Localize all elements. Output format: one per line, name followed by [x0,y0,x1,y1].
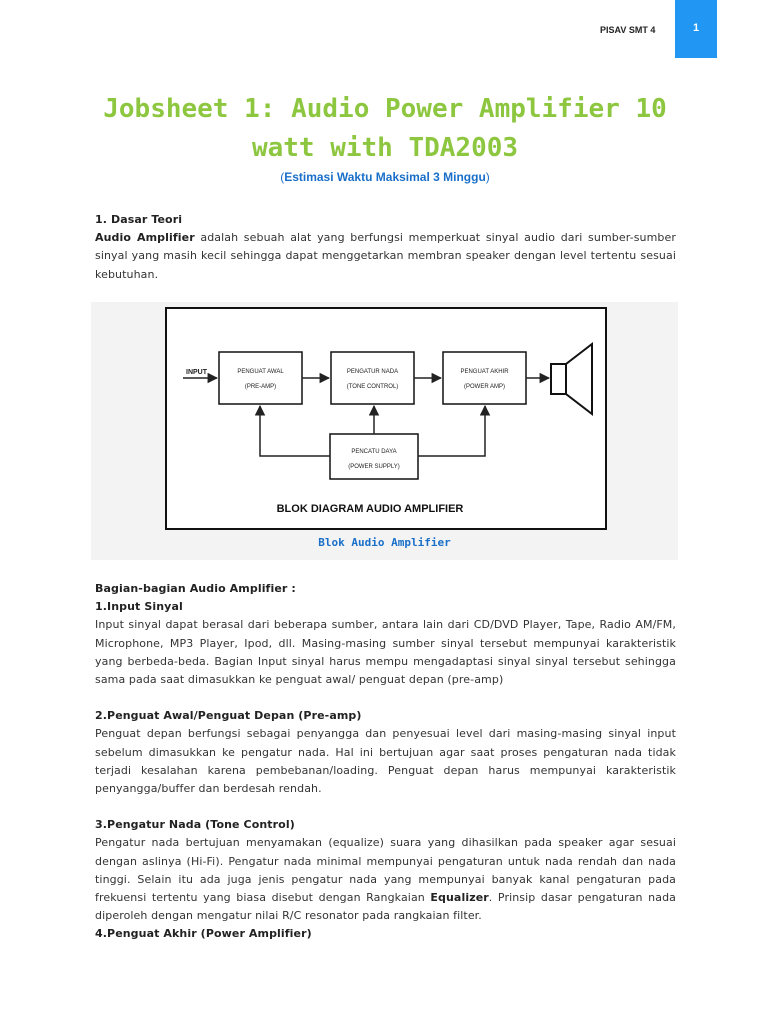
title-line-2: watt with TDA2003 [251,133,519,163]
figure-caption: Blok Audio Amplifier [318,536,451,549]
spacer [95,689,676,707]
power-amp-label: PENGUAT AKHIR [460,369,509,375]
power-amp-block [443,352,526,404]
preamp-label: PENGUAT AWAL [237,369,284,375]
section-bagian [95,580,676,944]
preamp-block [219,352,302,404]
power-amp-sublabel: (POWER AMP) [463,384,506,390]
estimate-open-paren: ( [280,170,285,184]
parts-heading: Bagian-bagian Audio Amplifier : [95,582,296,595]
item-heading-tone-control: 3.Pengatur Nada (Tone Control) [95,818,295,832]
item-heading-preamp: 2.Penguat Awal/Penguat Depan (Pre-amp) [95,709,362,723]
tone-text-before: Pengatur nada bertujuan menyamakan (equalize) suara yang dihasilkan pada speaker agar sesuai dengan aslinya (Hi-Fi). Pengatur nada minimal mempunyai pengaturan untuk nada rendah dan nada tinggi. Selain itu ada juga jenis pengatur nada yang mempunyai banyak kanal pengaturan pada frekuensi tertentu yang biasa disebut dengan Rangkaian [95,836,676,905]
estimate-close-paren: ) [485,170,490,184]
tone-control-block [331,352,414,404]
title-line-1: Jobsheet 1: Audio Power Amplifier 10 [103,94,667,124]
power-supply-label: PENCATU DAYA [351,449,397,455]
item-text-tone-control [95,834,676,925]
header-label: PISAV SMT 4 [600,25,656,35]
estimate-text: Estimasi Waktu Maksimal 3 Minggu [284,170,486,184]
term-equalizer: Equalizer [430,891,489,905]
diagram-frame [166,308,606,529]
tone-control-label: PENGATUR NADA [346,369,399,375]
term-audio-amplifier: Audio Amplifier [95,231,195,245]
diagram-title: BLOK DIAGRAM AUDIO AMPLIFIER [276,503,464,515]
page-number-badge: 1 [675,0,717,58]
spacer [95,798,676,816]
section-heading: 1. Dasar Teori [95,213,183,226]
preamp-sublabel: (PRE-AMP) [244,384,277,390]
item-heading-input-sinyal: 1.Input Sinyal [95,600,183,614]
input-label: INPUT [186,369,207,376]
item-text-input-sinyal: Input sinyal dapat berasal dari beberapa sumber, antara lain dari CD/DVD Player, Tape, Radio AM/FM, Microphone, MP3 Player, Ipod, dll. Masing-masing sumber sinyal tersebut mempunyai karakteristik yang berbeda-beda. Bagian Input sinyal harus mempu mengadaptasi sinyal sinyal tersebut sehingga sama pada saat dimasukkan ke penguat awal/ penguat depan (pre-amp) [95,618,676,687]
item-heading-power-amp: 4.Penguat Akhir (Power Amplifier) [95,927,312,941]
paragraph-text: adalah sebuah alat yang berfungsi memperkuat sinyal audio dari sumber-sumber sinyal yang masih kecil sehingga dapat menggetarkan membran speaker dengan level tertentu sesuai kebutuhan. [95,231,676,281]
power-supply-sublabel: (POWER SUPPLY) [348,464,400,470]
power-supply-block [330,434,418,479]
item-text-preamp: Penguat depan berfungsi sebagai penyangga dan penyesuai level dari masing-masing sinyal input sebelum dimasukkan ke pengatur nada. Hal ini bertujuan agar saat proses pengaturan nada tidak terjadi kesalahan karena pembebanan/loading. Penguat depan harus mempunyai karakteristik penyangga/buffer dan berdesah rendah. [95,727,676,796]
tone-text-after: . Prinsip dasar pengaturan nada diperoleh dengan mengatur nilai R/C resonator pada rangkaian filter. [95,891,676,923]
speaker-icon [551,364,566,394]
tone-control-sublabel: (TONE CONTROL) [346,384,399,390]
